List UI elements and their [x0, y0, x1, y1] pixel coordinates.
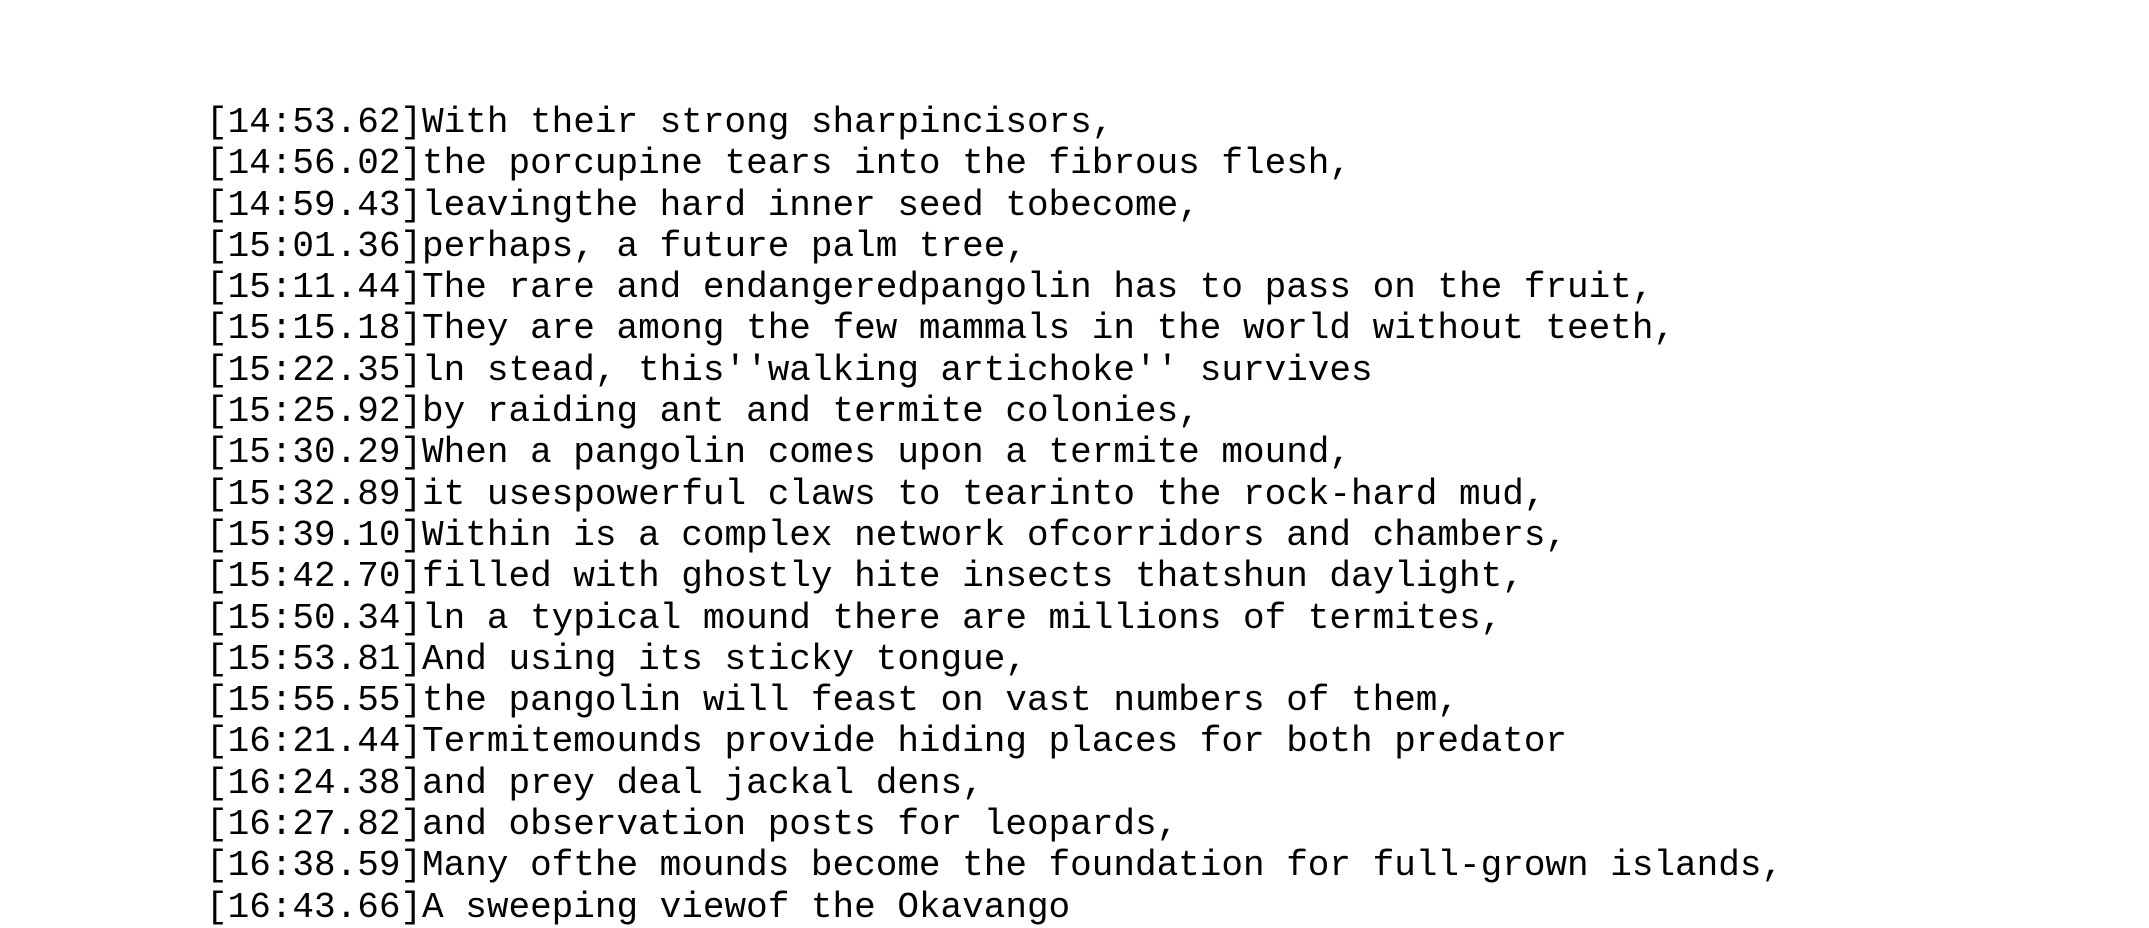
timestamp: [16:24.38]: [206, 762, 423, 804]
lyric-text: They are among the few mammals in the world without teeth,: [422, 308, 1676, 350]
lyric-text: by raiding ant and termite colonies,: [422, 391, 1200, 433]
timestamp: [14:59.43]: [206, 184, 423, 226]
timestamp: [14:56.02]: [206, 143, 423, 185]
lyric-line: [206, 308, 1783, 349]
timestamp: [15:30.29]: [206, 432, 423, 474]
timestamp: [15:22.35]: [206, 349, 423, 391]
timestamp: [15:11.44]: [206, 267, 423, 309]
lyric-text: Termitemounds provide hiding places for both predator: [422, 721, 1568, 763]
lyric-text: perhaps, a future palm tree,: [422, 225, 1027, 267]
lyric-text: and prey deal jackal dens,: [422, 762, 984, 804]
timestamp: [15:53.81]: [206, 638, 423, 680]
lyric-text: it usespowerful claws to tearinto the rock-hard mud,: [422, 473, 1546, 515]
lyric-text: leavingthe hard inner seed tobecome,: [422, 184, 1200, 226]
lyric-line: [206, 721, 1783, 762]
lyric-line: [206, 474, 1783, 515]
lyric-text: ln a typical mound there are millions of termites,: [422, 597, 1503, 639]
lyric-line: [206, 763, 1783, 804]
lyric-text: and observation posts for leopards,: [422, 804, 1179, 846]
lyric-text: filled with ghostly hite insects thatshun daylight,: [422, 556, 1524, 598]
timestamp: [15:15.18]: [206, 308, 423, 350]
lyric-text: ln stead, this''walking artichoke'' survives: [422, 349, 1373, 391]
timestamp: [15:50.34]: [206, 597, 423, 639]
lyric-line: [206, 845, 1783, 886]
lyric-text: Many ofthe mounds become the foundation for full-grown islands,: [422, 845, 1784, 887]
lyric-text: With their strong sharpincisors,: [422, 102, 1114, 143]
lyric-line: [206, 804, 1783, 845]
lyrics-document: [206, 102, 1783, 928]
lyric-line: [206, 680, 1783, 721]
timestamp: [15:32.89]: [206, 473, 423, 515]
lyric-text: the pangolin will feast on vast numbers of them,: [422, 680, 1460, 722]
lyric-line: [206, 515, 1783, 556]
timestamp: [14:53.62]: [206, 102, 423, 143]
lyric-text: When a pangolin comes upon a termite mound,: [422, 432, 1351, 474]
lyric-line: [206, 639, 1783, 680]
lyric-line: [206, 556, 1783, 597]
lyric-text: Within is a complex network ofcorridors and chambers,: [422, 514, 1568, 556]
timestamp: [16:38.59]: [206, 845, 423, 887]
timestamp: [16:27.82]: [206, 804, 423, 846]
lyric-line: [206, 102, 1783, 143]
lyric-text: A sweeping viewof the Okavango: [422, 886, 1071, 928]
lyric-line: [206, 598, 1783, 639]
lyric-text: And using its sticky tongue,: [422, 638, 1027, 680]
timestamp: [15:39.10]: [206, 514, 423, 556]
timestamp: [16:21.44]: [206, 721, 423, 763]
timestamp: [15:42.70]: [206, 556, 423, 598]
lyric-line: [206, 350, 1783, 391]
lyric-line: [206, 887, 1783, 928]
lyric-text: the porcupine tears into the fibrous flesh,: [422, 143, 1351, 185]
timestamp: [15:01.36]: [206, 225, 423, 267]
lyric-line: [206, 391, 1783, 432]
lyric-line: [206, 226, 1783, 267]
timestamp: [15:55.55]: [206, 680, 423, 722]
lyric-line: [206, 143, 1783, 184]
lyric-line: [206, 185, 1783, 226]
timestamp: [16:43.66]: [206, 886, 423, 928]
lyric-line: [206, 267, 1783, 308]
lyric-text: The rare and endangeredpangolin has to pass on the fruit,: [422, 267, 1654, 309]
timestamp: [15:25.92]: [206, 391, 423, 433]
lyric-line: [206, 432, 1783, 473]
